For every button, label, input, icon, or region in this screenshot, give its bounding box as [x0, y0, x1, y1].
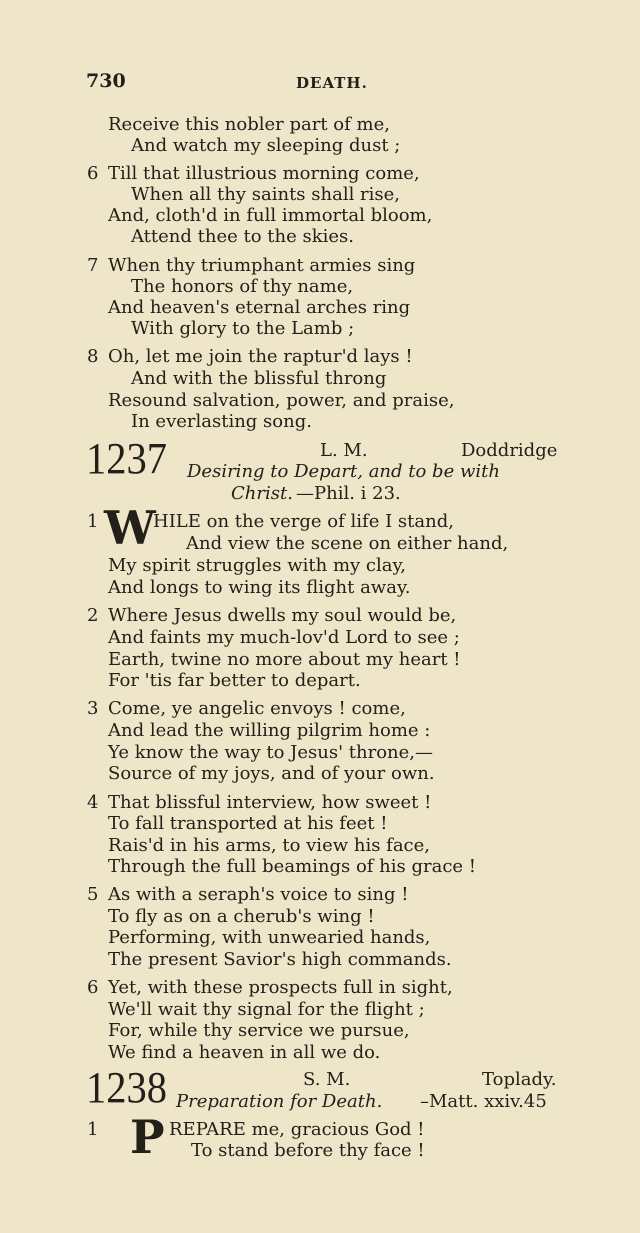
verse-line: And heaven's eternal arches ring — [108, 297, 411, 318]
hymn-meter: S. M. — [303, 1069, 351, 1090]
verse-line: And, cloth'd in full immortal bloom, — [108, 205, 433, 226]
stanza-number: 5 — [87, 884, 99, 905]
verse-line: We'll wait thy signal for the flight ; — [108, 999, 425, 1020]
stanza-number: 1 — [87, 1119, 99, 1140]
verse-line: We find a heaven in all we do. — [108, 1042, 381, 1063]
verse-line: When all thy saints shall rise, — [131, 184, 401, 205]
hymn-title: Desiring to Depart, and to be with — [187, 461, 500, 482]
verse-line: Rais'd in his arms, to view his face, — [108, 835, 431, 856]
verse-line: The present Savior's high commands. — [108, 949, 452, 970]
stanza-number: 2 — [87, 605, 99, 626]
verse-line: Ye know the way to Jesus' throne,— — [108, 742, 434, 763]
stanza-number: 3 — [87, 698, 99, 719]
drop-cap: P — [130, 1110, 165, 1164]
hymn-title: Preparation for Death. — [176, 1091, 383, 1112]
verse-line: For 'tis far better to depart. — [108, 670, 361, 691]
drop-cap: W — [104, 501, 156, 555]
verse-line: Till that illustrious morning come, — [108, 163, 420, 184]
verse-line: Earth, twine no more about my heart ! — [108, 649, 461, 670]
verse-line: My spirit struggles with my clay, — [108, 555, 406, 576]
hymn-title-continued: Christ. — [231, 483, 293, 504]
verse-line: And with the blissful throng — [131, 368, 387, 389]
hymn-author: Doddridge — [461, 440, 558, 461]
verse-line: Receive this nobler part of me, — [108, 114, 390, 135]
verse-line: REPARE me, gracious God ! — [169, 1119, 425, 1140]
running-head: DEATH. — [296, 74, 368, 92]
verse-line: Resound salvation, power, and praise, — [108, 390, 455, 411]
scripture-reference: —Phil. i 23. — [296, 483, 401, 504]
verse-line: Come, ye angelic envoys ! come, — [108, 698, 406, 719]
verse-line: Oh, let me join the raptur'd lays ! — [108, 346, 413, 367]
verse-line: And lead the willing pilgrim home : — [108, 720, 431, 741]
verse-line: HILE on the verge of life I stand, — [153, 511, 454, 532]
verse-line: As with a seraph's voice to sing ! — [108, 884, 409, 905]
verse-line: Attend thee to the skies. — [131, 226, 354, 247]
stanza-number: 8 — [87, 346, 99, 367]
verse-line: To stand before thy face ! — [191, 1140, 425, 1161]
verse-line: Through the full beamings of his grace ! — [108, 856, 477, 877]
verse-line: Where Jesus dwells my soul would be, — [108, 605, 457, 626]
verse-line: Performing, with unwearied hands, — [108, 927, 431, 948]
verse-line: To fall transported at his feet ! — [108, 813, 388, 834]
verse-line: And longs to wing its flight away. — [108, 577, 411, 598]
verse-line: And watch my sleeping dust ; — [131, 135, 401, 156]
verse-line: The honors of thy name, — [131, 276, 354, 297]
verse-line: And faints my much-lov'd Lord to see ; — [108, 627, 460, 648]
verse-line: To fly as on a cherub's wing ! — [108, 906, 375, 927]
verse-line: Yet, with these prospects full in sight, — [108, 977, 453, 998]
verse-line: Source of my joys, and of your own. — [108, 763, 435, 784]
verse-line: That blissful interview, how sweet ! — [108, 792, 432, 813]
hymn-author: Toplady. — [482, 1069, 557, 1090]
stanza-number: 1 — [87, 511, 99, 532]
stanza-number: 6 — [87, 977, 99, 998]
stanza-number: 7 — [87, 255, 99, 276]
stanza-number: 6 — [87, 163, 99, 184]
page-number: 730 — [86, 70, 126, 92]
verse-line: With glory to the Lamb ; — [131, 318, 355, 339]
verse-line: And view the scene on either hand, — [186, 533, 509, 554]
scripture-reference: –Matt. xxiv.45 — [420, 1091, 547, 1112]
stanza-number: 4 — [87, 792, 99, 813]
verse-line: For, while thy service we pursue, — [108, 1020, 410, 1041]
hymn-number: 1237 — [86, 434, 167, 483]
hymn-meter: L. M. — [320, 440, 368, 461]
verse-line: When thy triumphant armies sing — [108, 255, 416, 276]
verse-line: In everlasting song. — [131, 411, 312, 432]
hymn-number: 1238 — [86, 1063, 167, 1112]
